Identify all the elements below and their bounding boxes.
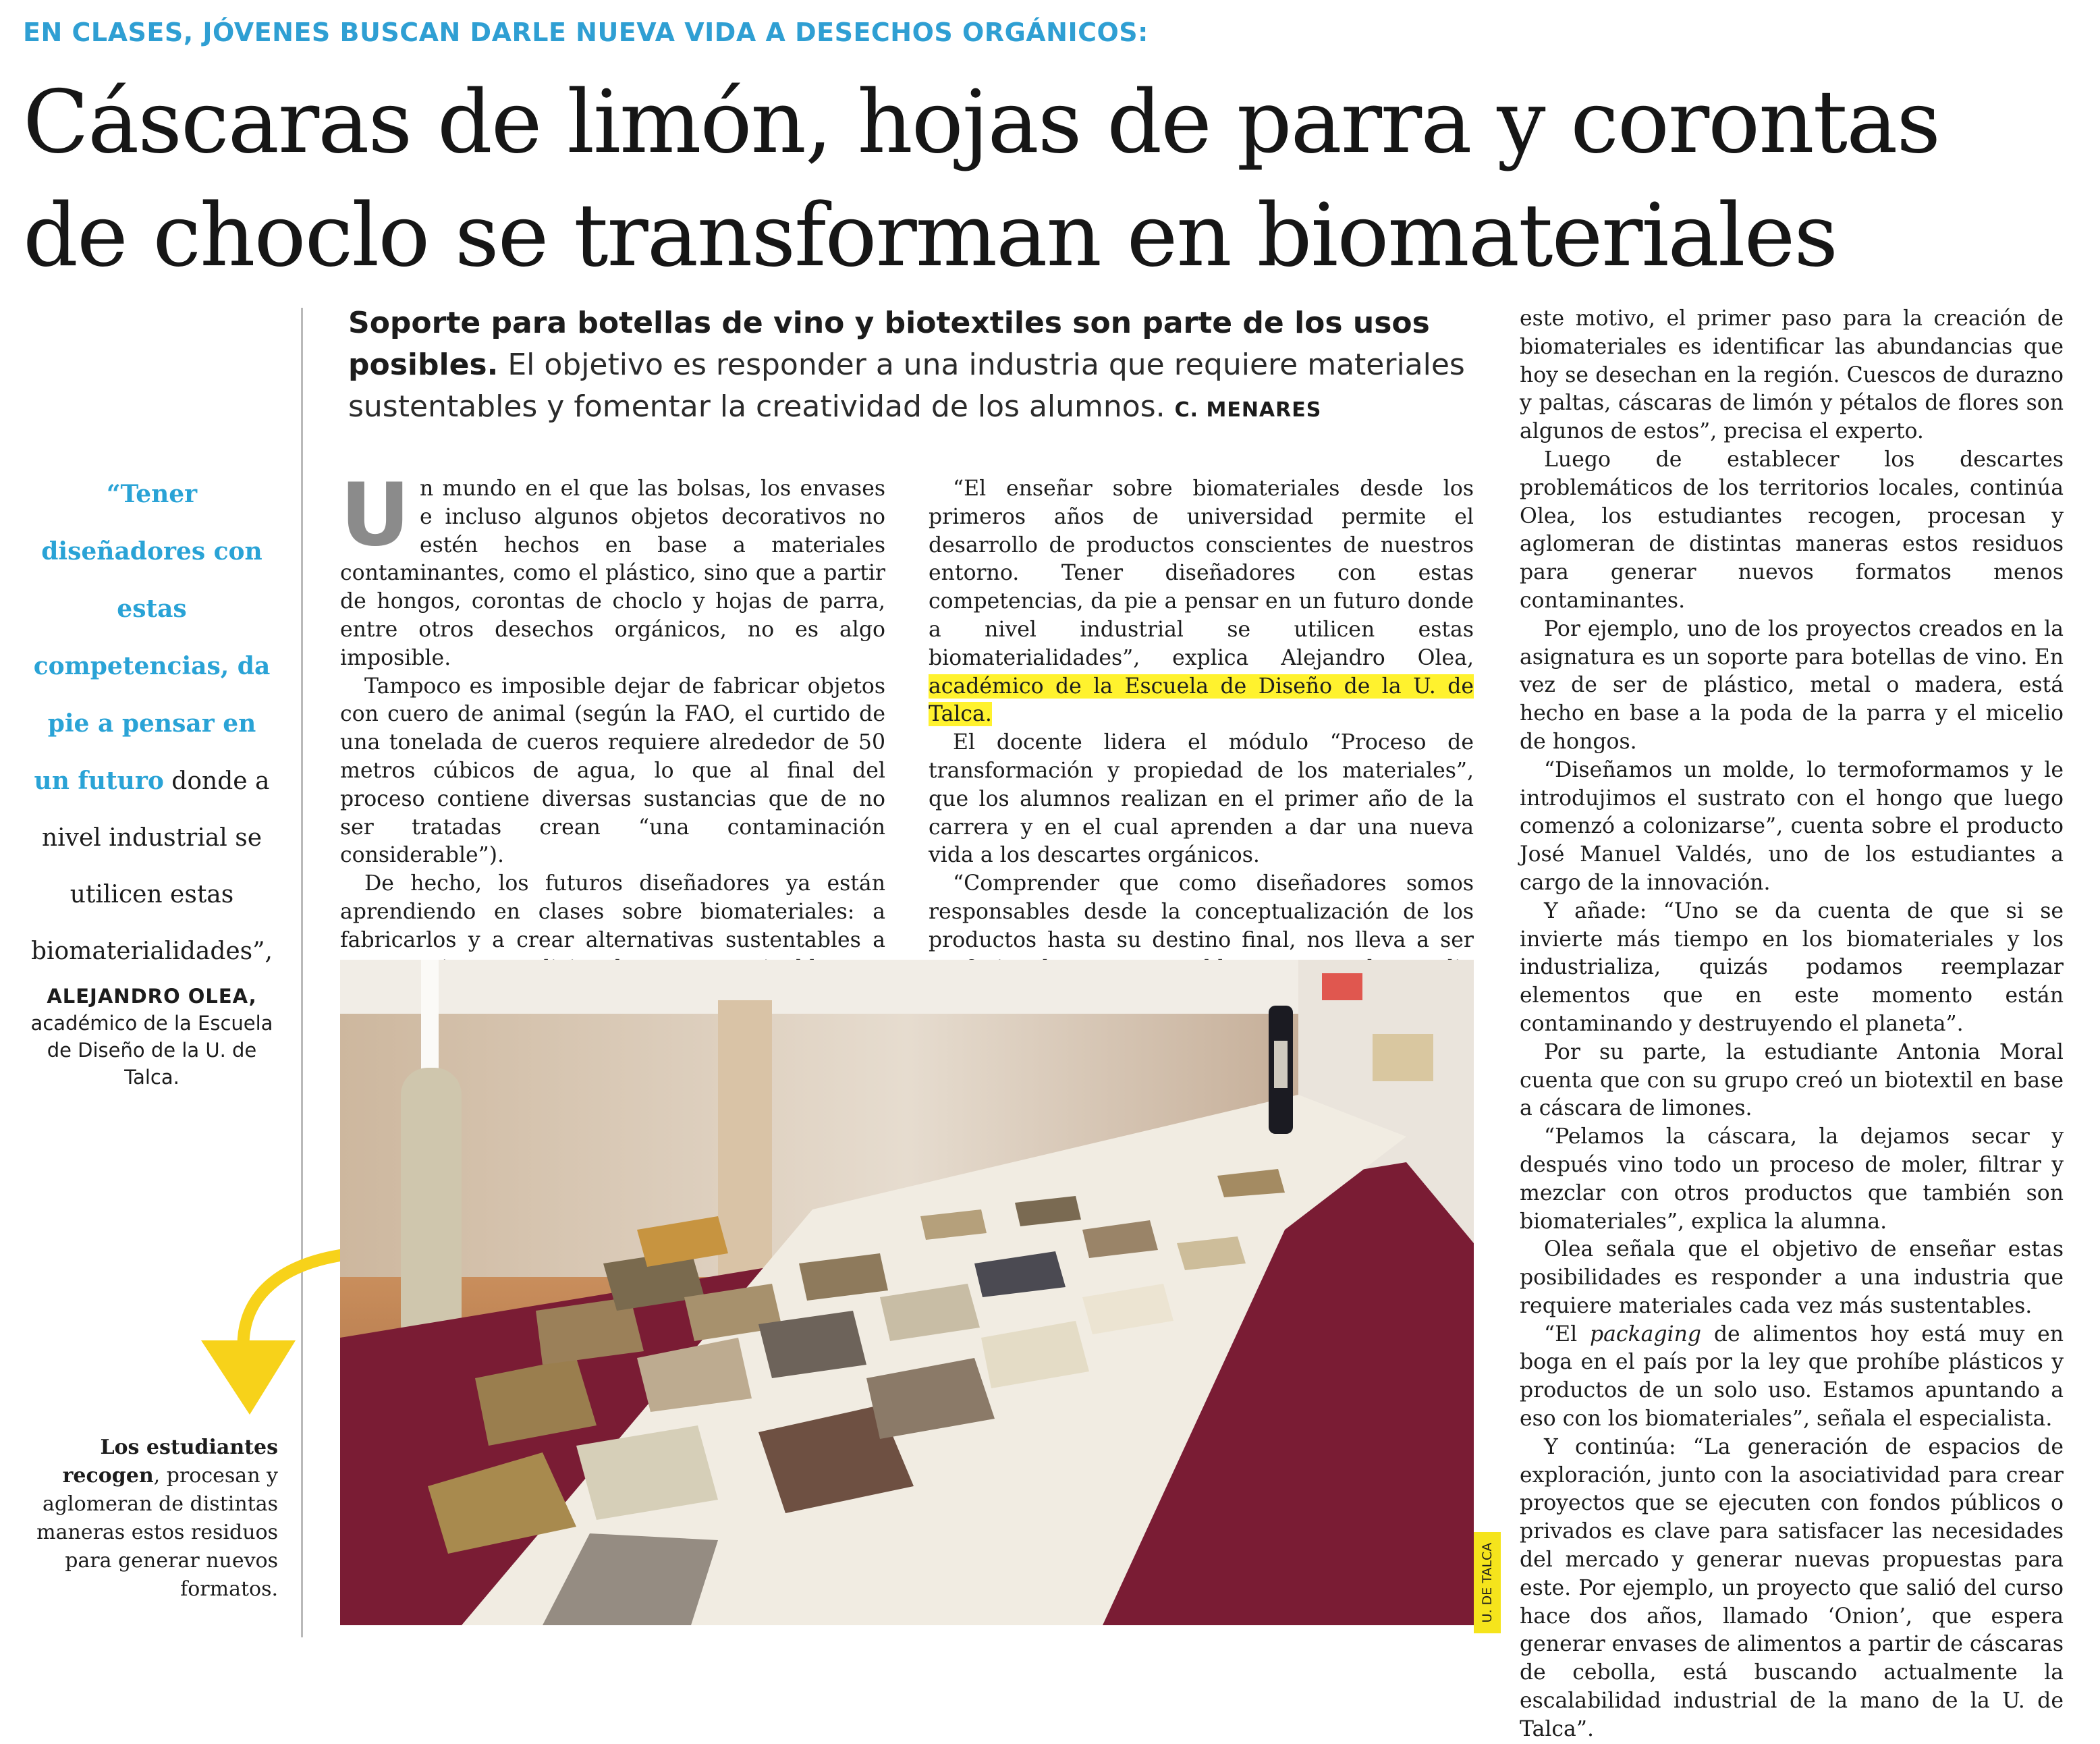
paragraph: Olea señala que el objetivo de enseñar estas posibilidades es responder a una industria que requiere materiales cada vez más sustentables. (1520, 1237, 2064, 1318)
pull-quote-attribution (27, 983, 277, 1091)
attribution-name: ALEJANDRO OLEA, (47, 985, 257, 1008)
paragraph: Y continúa: “La generación de espacios de exploración, junto con la asociatividad para crear proyectos que se ejecuten con fondos públicos o privados es clave para satisfacer las necesidades del mercado y generar nuevas propuestas para este. Por ejemplo, un proyecto que salió del curso hace dos años, llamado ‘Onion’, que espera generar envases de alimentos a partir de cáscaras de cebolla, está buscando actualmente la escalabilidad industrial de la mano de la U. de Talca”. (1520, 1434, 2064, 1741)
paragraph: Tampoco es imposible dejar de fabricar objetos con cuero de animal (según la FAO, el curtido de una tonelada de cueros requiere alrededor de 50 metros cúbicos de agua, lo que al final del proceso contiene diversas sustancias que de no ser tratadas crean “una contaminación considerable”). (340, 674, 885, 868)
paragraph: Luego de establecer los descartes problemáticos de los territorios locales, continúa Olea, los estudiantes recogen, procesan y aglomeran de distintas maneras estos residuos para generar nuevos formatos menos contaminantes. (1520, 447, 2064, 613)
byline: C. MENARES (1174, 398, 1322, 422)
lead-text: El objetivo es responder a una industria que requiere materiales sustentables y fomentar la creatividad de los alumnos. (348, 348, 1465, 424)
kicker: EN CLASES, JÓVENES BUSCAN DARLE NUEVA VIDA A DESECHOS ORGÁNICOS: (23, 18, 1149, 47)
highlighted-text: académico de la Escuela de Diseño de la U. de Talca. (929, 674, 1474, 727)
paragraph: Un mundo en el que las bolsas, los envases e incluso algunos objetos decorativos no estén hechos en base a materiales contaminantes, como el plástico, sino que a partir de hongos, corontas de choclo y hojas de parra, entre otros desechos orgánicos, no es algo imposible. (340, 465, 885, 670)
body-column-2 (929, 475, 1474, 1011)
paragraph: Por ejemplo, uno de los proyectos creados en la asignatura es un soporte para botellas de vino. En vez de ser de plástico, metal o madera, está hecho en base a la poda de la parra y el micelio de hongos. (1520, 616, 2064, 754)
biomaterial-samples-photo (340, 960, 1474, 1625)
paragraph: El docente lidera el módulo “Proceso de transformación y propiedad de los materiales”, que los alumnos realizan en el primer año de la carrera y en el cual aprenden a dar una nueva vida a los descartes orgánicos. (929, 730, 1474, 868)
attribution-role: académico de la Escuela de Diseño de la U. de Talca. (30, 1012, 273, 1089)
paragraph: este motivo, el primer paso para la creación de biomateriales es identificar las abundancias que hoy se desechan en la región. Cuescos de durazno y paltas, cáscaras de limón y pétalos de flores son algunos de estos”, precisa el experto. (1520, 306, 2064, 444)
lead (348, 302, 1468, 431)
headline-line-2: de choclo se transforman en biomateriales (23, 186, 1837, 286)
caption-text: , procesan y aglomeran de distintas maneras estos residuos para generar nuevos formatos. (36, 1464, 278, 1601)
pull-quote-highlight: “Tener diseñadores con estas competencias, da pie a pensar en un futuro (33, 480, 271, 795)
lead-bold: Soporte para botellas de vino y biotextiles son parte de los usos posibles. (348, 306, 1430, 382)
paragraph: De hecho, los futuros diseñadores ya están aprendiendo en clases sobre biomateriales: a fabricarlos y a crear alternativas sustentables a (340, 871, 885, 952)
photo-caption (27, 1434, 278, 1604)
paragraph: “Diseñamos un molde, lo termoformamos y le introdujimos el sustrato con el hongo que luego comenzó a colonizarse”, cuenta sobre el producto José Manuel Valdés, uno de los estudiantes a cargo de la innovación. (1520, 757, 2064, 895)
caption-bold: Los estudiantes recogen (62, 1436, 278, 1488)
column-divider (301, 308, 303, 1637)
paragraph: “El enseñar sobre biomateriales desde los primeros años de universidad permite el desarrollo de productos conscientes de nuestros entorno. Tener diseñadores con estas competencias, da pie a pensar en un futuro donde a nivel industrial se utilicen estas biomaterialidades”, explica Alejandro Olea, académico de la Escuela de Diseño de la U. de Talca. (929, 476, 1474, 727)
body-column-1 (340, 465, 885, 1011)
photo-credit: U. DE TALCA (1474, 1532, 1501, 1633)
paragraph: “El packaging de alimentos hoy está muy en boga en el país por la ley que prohíbe plásticos y productos de un solo uso. Estamos apuntando a eso con los biomateriales”, señala el especialista. (1520, 1321, 2064, 1432)
headline-line-1: Cáscaras de limón, hojas de parra y corontas (23, 72, 1940, 173)
pull-quote (27, 466, 277, 980)
curved-arrow-icon (196, 1246, 358, 1421)
paragraph: “Pelamos la cáscara, la dejamos secar y después vino todo un proceso de moler, filtrar y mezclar con otros productos que también son biomateriales”, explica la alumna. (1520, 1124, 2064, 1234)
drop-cap: U (340, 465, 410, 566)
paragraph: Y añade: “Uno se da cuenta de que si se invierte más tiempo en los biomateriales y los industrializa, quizás podamos reemplazar elementos que en este momento están contaminando y destruyendo el planeta”. (1520, 898, 2064, 1036)
article-photo (340, 960, 1474, 1625)
paragraph: “Comprender que como diseñadores somos responsables desde la conceptualización de los productos hasta su destino final, nos lleva a ser (929, 871, 1474, 952)
body-column-3 (1520, 305, 2064, 1744)
paragraph: Por su parte, la estudiante Antonia Moral cuenta que con su grupo creó un biotextil en base a cáscara de limones. (1520, 1039, 2064, 1121)
headline (23, 66, 2061, 293)
pull-quote-text: donde a nivel industrial se utilicen estas biomaterialidades”, (31, 767, 273, 965)
